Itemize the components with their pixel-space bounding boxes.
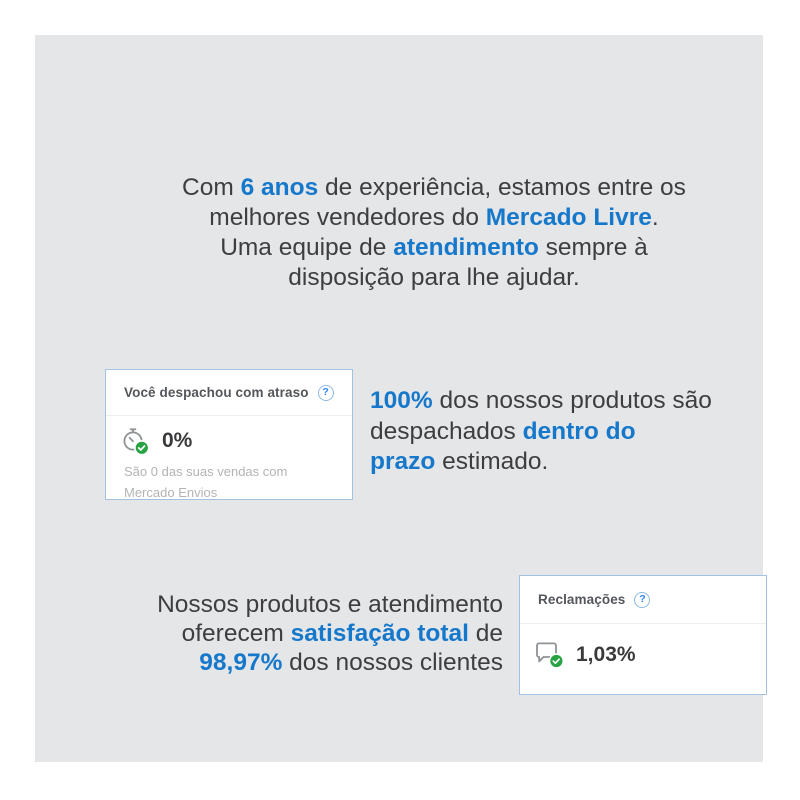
shipping-delay-value: 0% (162, 429, 193, 452)
shipping-line: 100% dos nossos produtos são (370, 387, 712, 414)
satisfaction-paragraph (103, 590, 503, 677)
help-icon[interactable]: ? (634, 592, 650, 608)
shipping-line: despachados dentro do (370, 417, 636, 445)
card-claims-value-row (520, 624, 766, 672)
intro-line: Com 6 anos de experiência, estamos entre os (182, 174, 686, 201)
intro-line: melhores vendedores do Mercado Livre. (209, 204, 659, 231)
claims-value: 1,03% (576, 643, 636, 666)
shipping-delay-caption: São 0 das suas vendas com Mercado Envios (124, 464, 288, 500)
card-claims-header (520, 576, 766, 624)
intro-line: Uma equipe de atendimento sempre à (220, 234, 648, 261)
card-shipping-title: Você despachou com atraso (124, 385, 309, 400)
shipping-line: prazo estimado. (370, 448, 549, 475)
shipping-paragraph (370, 386, 780, 478)
help-icon[interactable]: ? (318, 385, 334, 401)
intro-paragraph (70, 173, 798, 293)
card-shipping-value-row (106, 416, 352, 458)
card-shipping-delay (105, 369, 353, 500)
chat-bubble-check-icon (534, 640, 566, 670)
gray-panel (35, 35, 763, 762)
satisfaction-line: Nossos produtos e atendimento (157, 591, 503, 618)
card-shipping-header (106, 370, 352, 416)
satisfaction-line: oferecem satisfação total de (181, 620, 503, 647)
card-claims-title: Reclamações (538, 592, 626, 607)
card-claims (519, 575, 767, 695)
satisfaction-line: 98,97% dos nossos clientes (199, 649, 503, 676)
intro-line: disposição para lhe ajudar. (288, 264, 580, 291)
stopwatch-check-icon (120, 426, 152, 456)
